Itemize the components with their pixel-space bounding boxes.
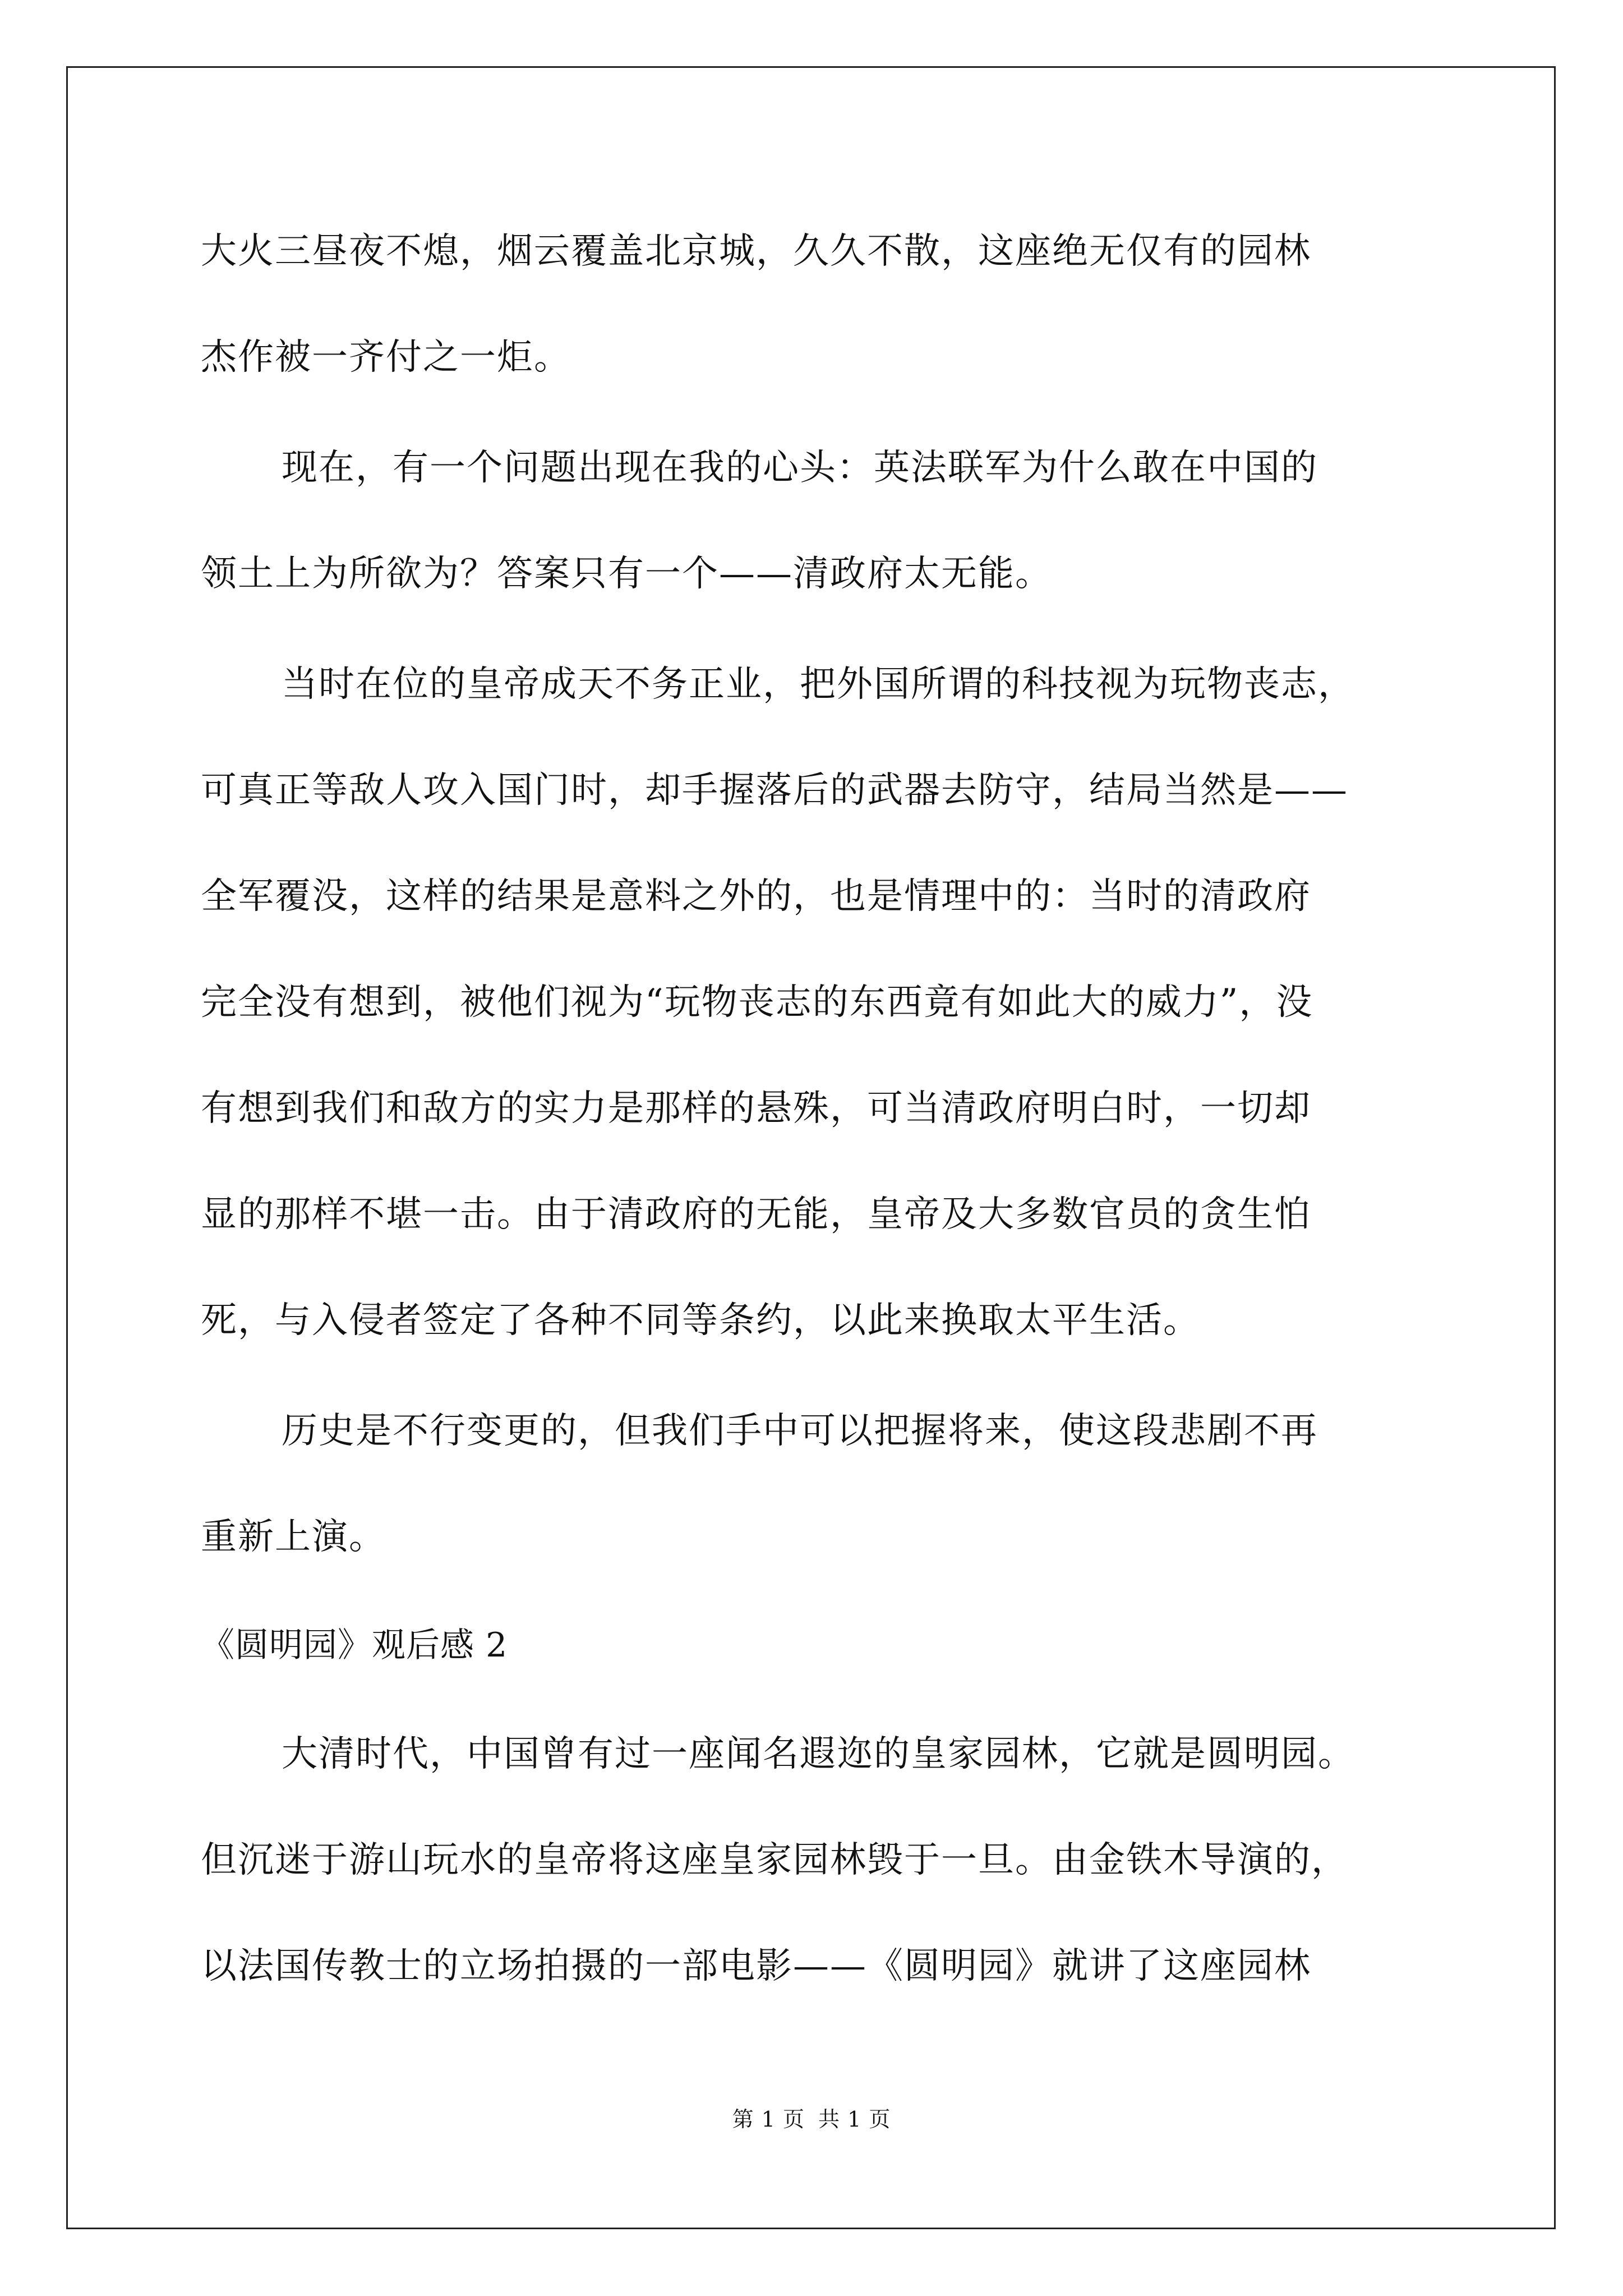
text-line: 但沉迷于游山玩水的皇帝将这座皇家园林毁于一旦。由金铁木导演的， (201, 1839, 1348, 1881)
text-line: 现在，有一个问题出现在我的心头：英法联军为什么敢在中国的 (282, 447, 1318, 489)
text-line: 大清时代，中国曾有过一座闻名遐迩的皇家园林，它就是圆明园。 (282, 1733, 1355, 1775)
page-total: 共 1 页 (818, 2107, 891, 2132)
text-line: 当时在位的皇帝成天不务正业，把外国所谓的科技视为玩物丧志， (282, 664, 1355, 705)
text-line: 大火三昼夜不熄，烟云覆盖北京城，久久不散，这座绝无仅有的园林 (201, 231, 1311, 272)
text-line: 领土上为所欲为？答案只有一个——清政府太无能。 (201, 553, 1052, 595)
text-line: 死，与入侵者签定了各种不同等条约，以此来换取太平生活。 (201, 1300, 1200, 1341)
text-line: 可真正等敌人攻入国门时，却手握落后的武器去防守，结局当然是—— (201, 770, 1348, 811)
text-line: 显的那样不堪一击。由于清政府的无能，皇帝及大多数官员的贪生怕 (201, 1194, 1311, 1235)
text-line: 以法国传教士的立场拍摄的一部电影——《圆明园》就讲了这座园林 (201, 1945, 1311, 1987)
text-line: 杰作被一齐付之一炬。 (201, 337, 571, 378)
text-line: 历史是不行变更的，但我们手中可以把握将来，使这段悲剧不再 (282, 1410, 1318, 1452)
text-line: 全军覆没，这样的结果是意料之外的，也是情理中的：当时的清政府 (201, 876, 1311, 917)
page-border (66, 66, 1556, 2229)
page-number: 第 1 页 (732, 2107, 805, 2132)
text-line: 重新上演。 (201, 1516, 386, 1558)
section-title: 《圆明园》观后感 2 (201, 1626, 508, 1665)
text-line: 有想到我们和敌方的实力是那样的悬殊，可当清政府明白时，一切却 (201, 1088, 1311, 1129)
page-footer (0, 2105, 1623, 2133)
text-line: 完全没有想到，被他们视为“玩物丧志的东西竟有如此大的威力”，没 (201, 982, 1313, 1023)
